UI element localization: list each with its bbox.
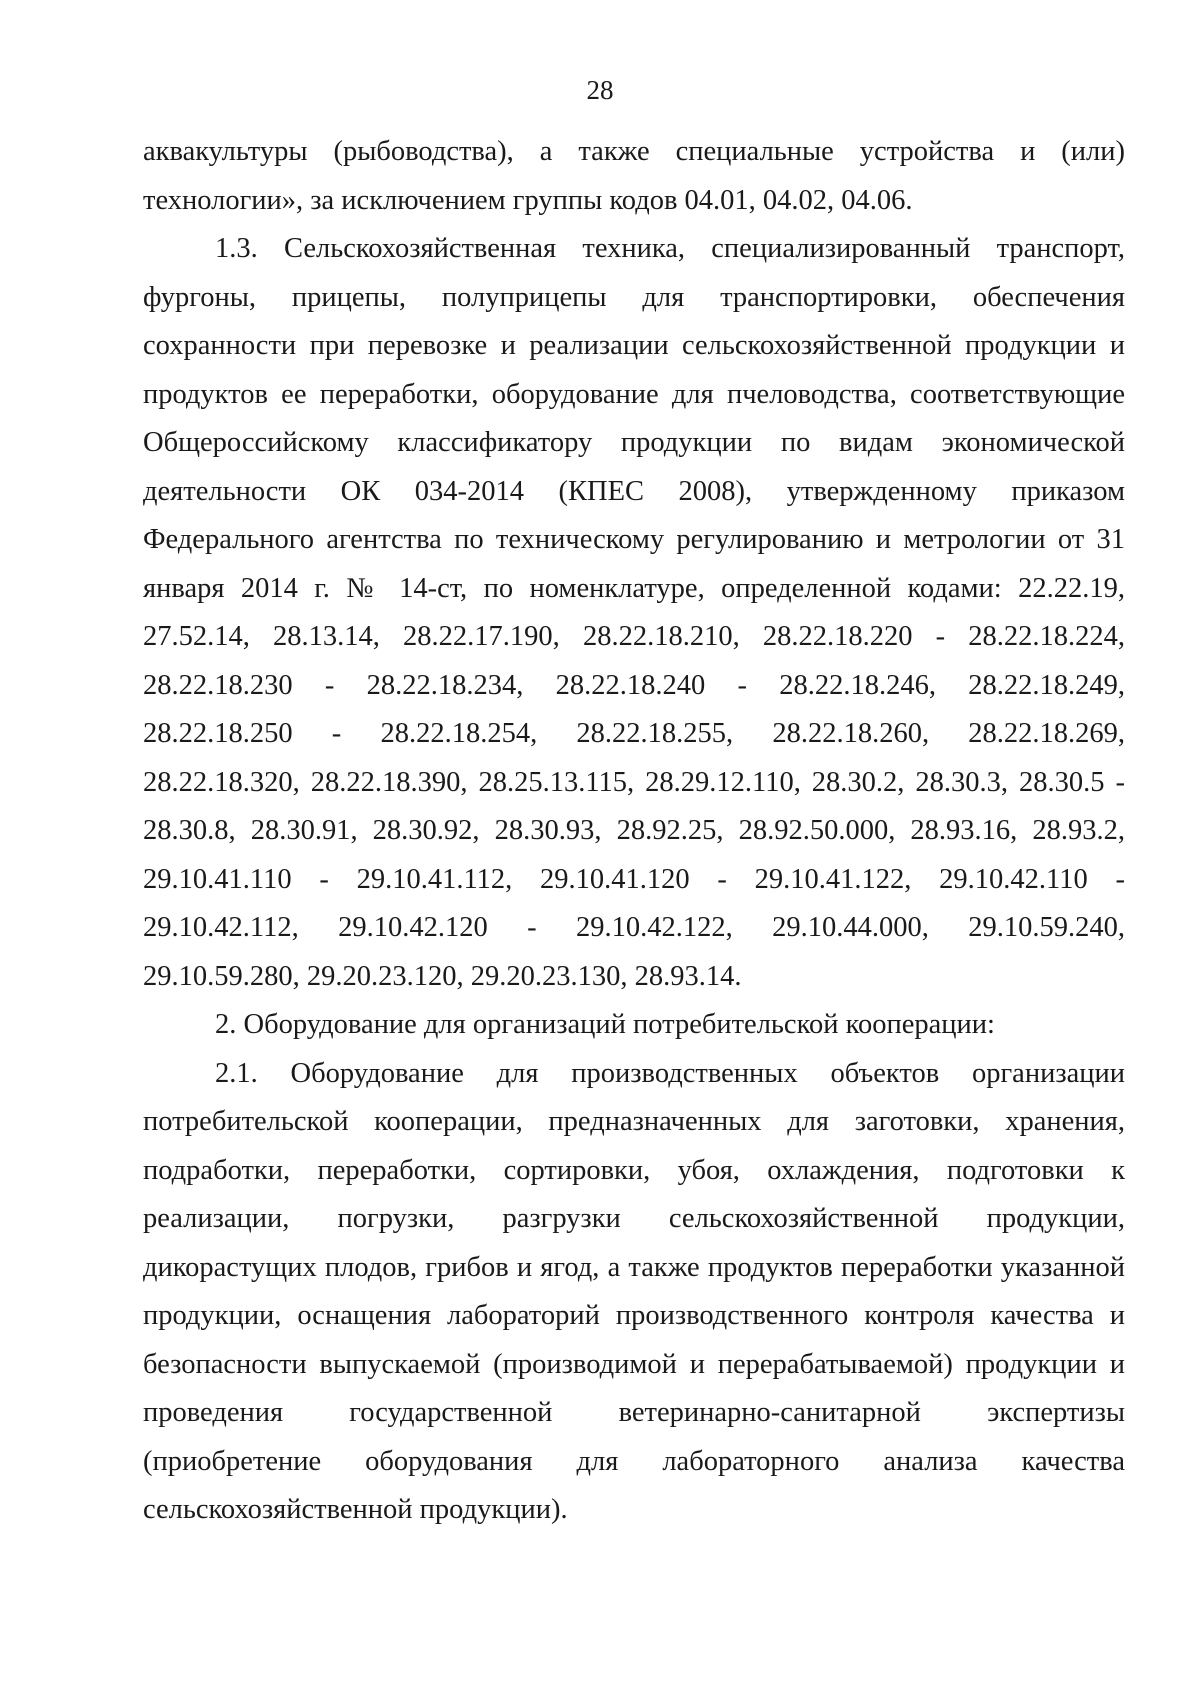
- paragraph-1-3: 1.3. Сельскохозяйственная техника, специализированный транспорт, фургоны, прицепы, полуприцепы для транспортировки, обеспечения сохранности при перевозке и реализации сельскохозяйственной продукции и продуктов ее переработки, оборудование для пчеловодства, соответствующие Общероссийскому классификатору продукции по видам экономической деятельности ОК 034-2014 (КПЕС 2008), утвержденному приказом Федерального агентства по техническому регулированию и метрологии от 31 января 2014 г. № 14-ст, по номенклатуре, определенной кодами: 22.22.19, 27.52.14, 28.13.14, 28.22.17.190, 28.22.18.210, 28.22.18.220 - 28.22.18.224, 28.22.18.230 - 28.22.18.234, 28.22.18.240 - 28.22.18.246, 28.22.18.249, 28.22.18.250 - 28.22.18.254, 28.22.18.255, 28.22.18.260, 28.22.18.269, 28.22.18.320, 28.22.18.390, 28.25.13.115, 28.29.12.110, 28.30.2, 28.30.3, 28.30.5 - 28.30.8, 28.30.91, 28.30.92, 28.30.93, 28.92.25, 28.92.50.000, 28.93.16, 28.93.2, 29.10.41.110 - 29.10.41.112, 29.10.41.120 - 29.10.41.122, 29.10.42.110 - 29.10.42.112, 29.10.42.120 - 29.10.42.122, 29.10.44.000, 29.10.59.240, 29.10.59.280, 29.20.23.120, 29.20.23.130, 28.93.14.: [143, 233, 1125, 992]
- page-number: 28: [586, 75, 614, 105]
- paragraph-continuation: аквакультуры (рыбоводства), а также специальные устройства и (или) технологии», за исключением группы кодов 04.01, 04.02, 04.06.: [143, 136, 1125, 216]
- paragraph-2-1: 2.1. Оборудование для производственных объектов организации потребительской кооперации, предназначенных для заготовки, хранения, подработки, переработки, сортировки, убоя, охлаждения, подготовки к реализации, погрузки, разгрузки сельскохозяйственной продукции, дикорастущих плодов, грибов и ягод, а также продуктов переработки указанной продукции, оснащения лабораторий производственного контроля качества и безопасности выпускаемой (производимой и перерабатываемой) продукции и проведения государственной ветеринарно-санитарной экспертизы (приобретение оборудования для лабораторного анализа качества сельскохозяйственной продукции).: [143, 1057, 1125, 1525]
- document-body: [143, 128, 1125, 1535]
- paragraph-2: 2. Оборудование для организаций потребительской кооперации:: [215, 1009, 995, 1040]
